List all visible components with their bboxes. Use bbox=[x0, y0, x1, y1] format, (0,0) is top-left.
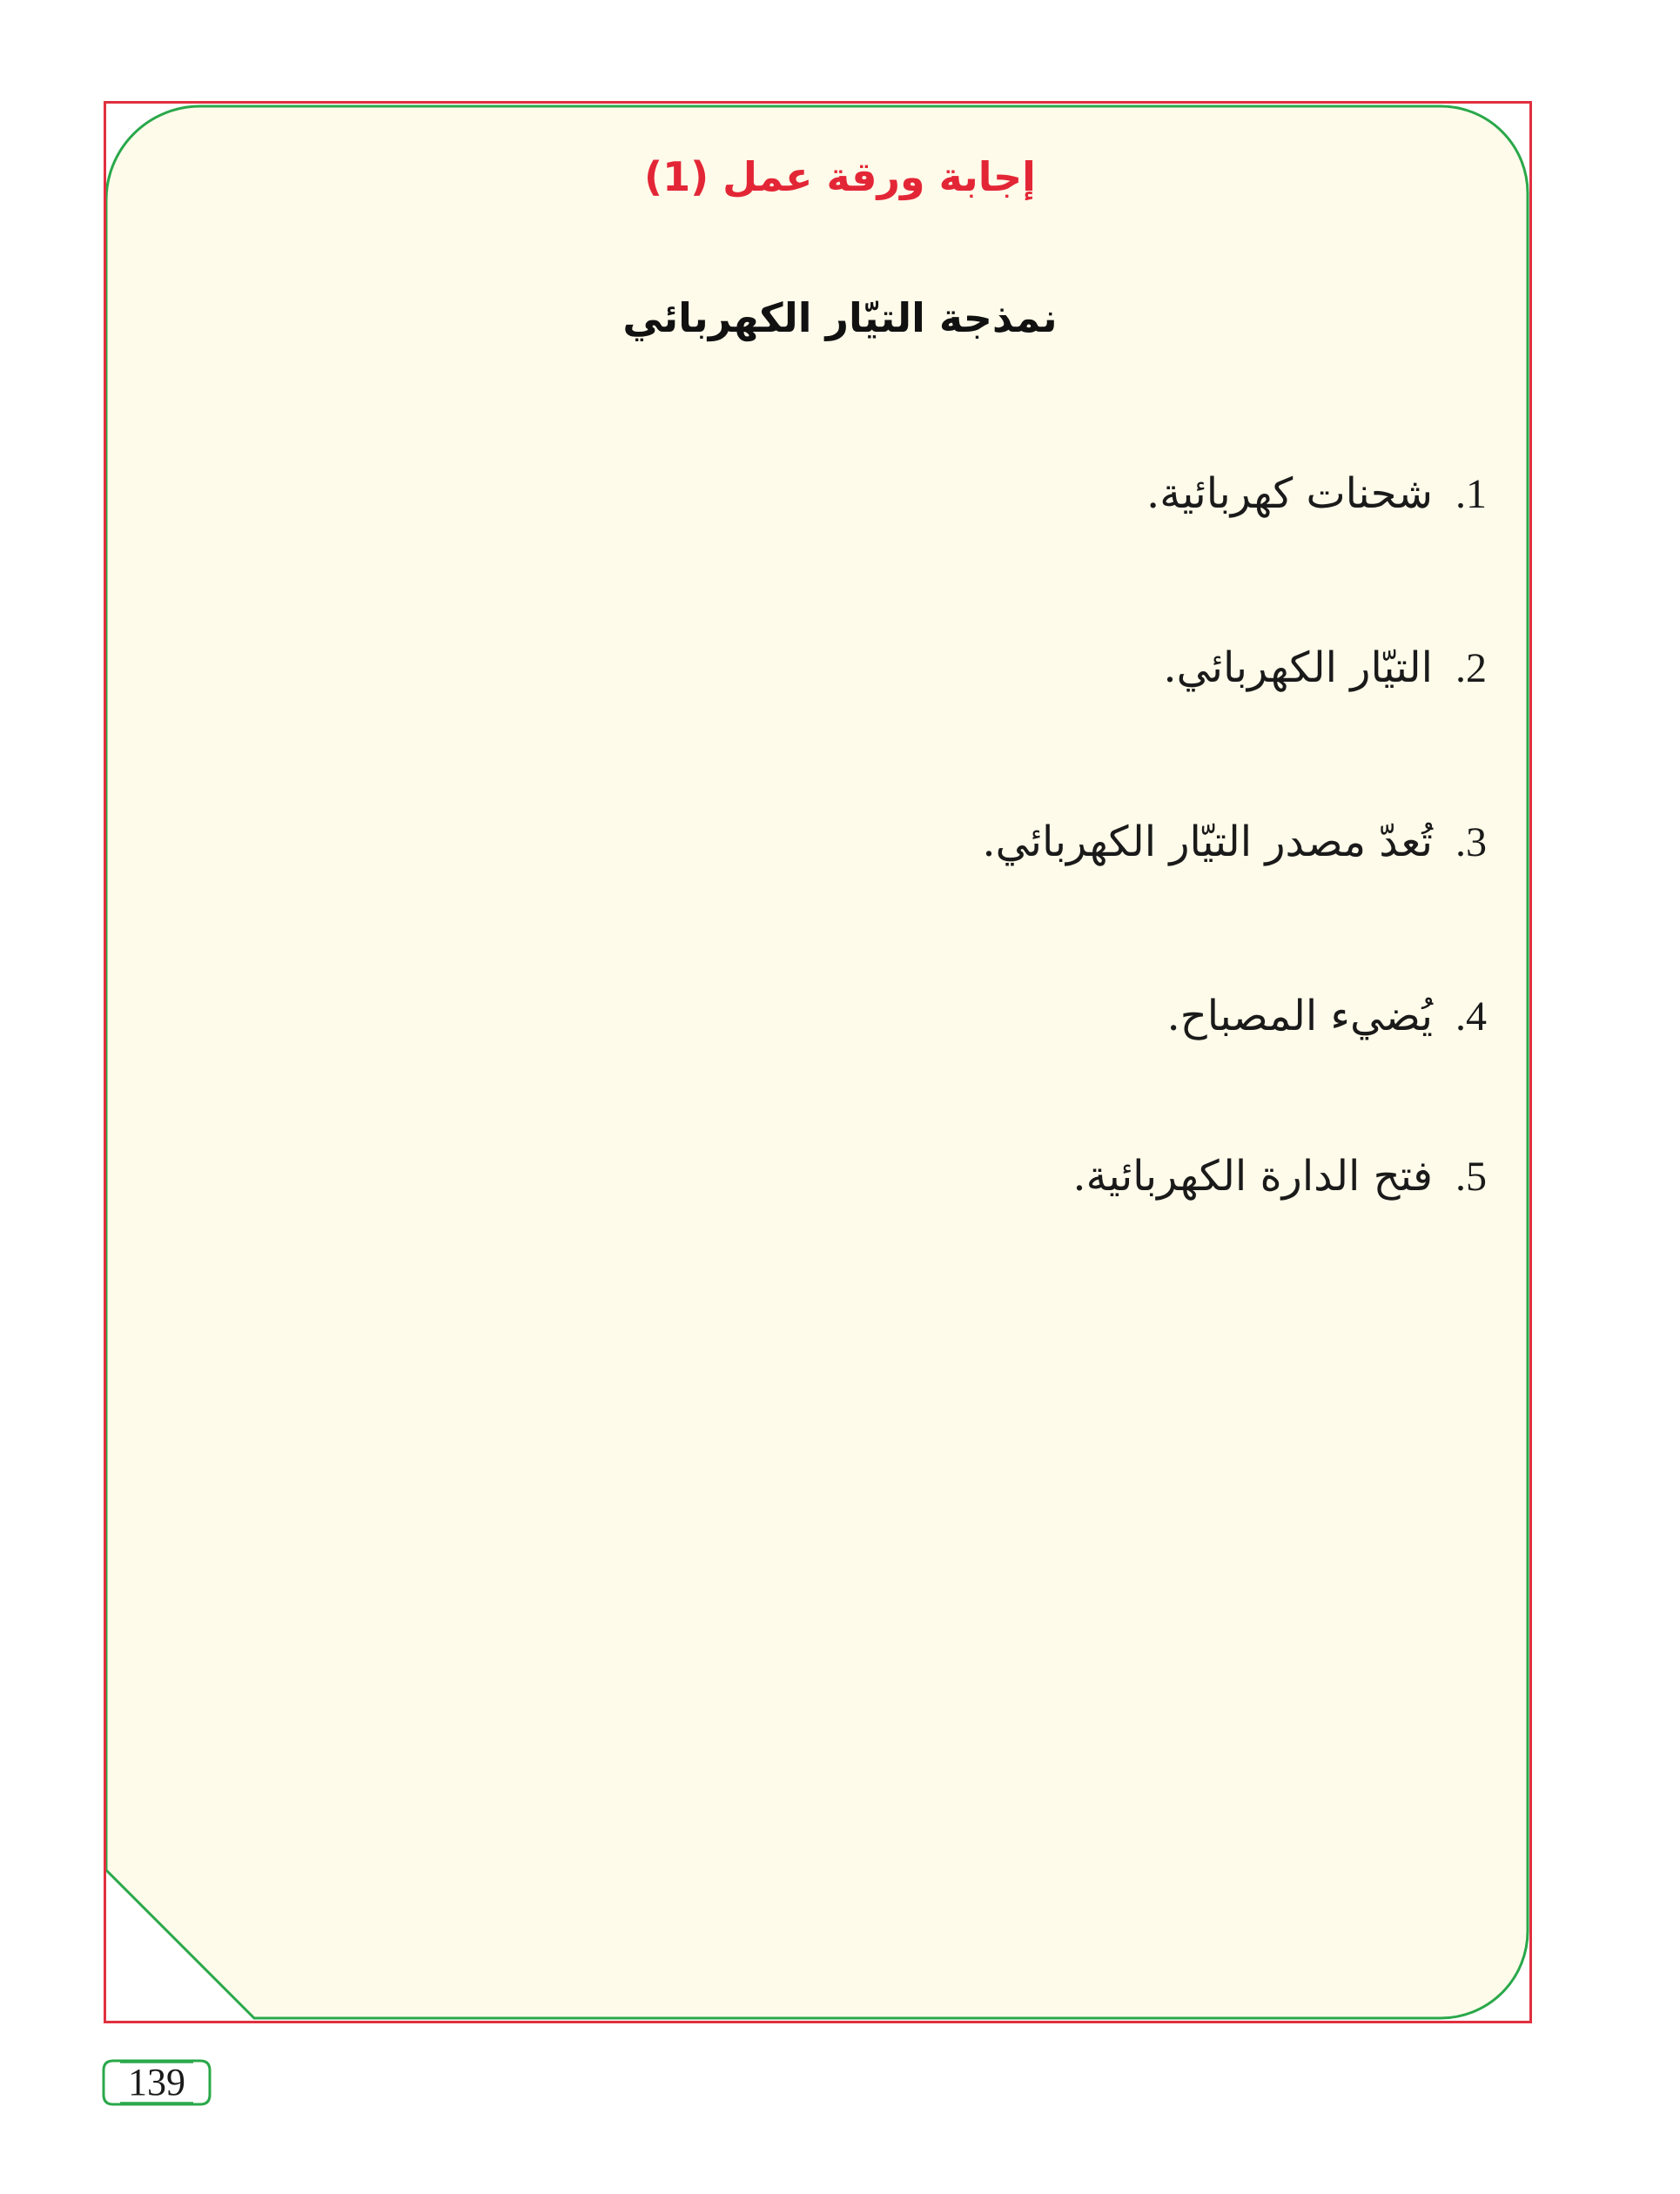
answer-number: 3. bbox=[1455, 819, 1487, 865]
worksheet-title: إجابة ورقة عمل (1) bbox=[644, 153, 1036, 200]
answer-item bbox=[982, 818, 1487, 866]
section-title: نمذجة التيّار الكهربائي bbox=[622, 294, 1058, 341]
answer-number: 5. bbox=[1455, 1154, 1487, 1200]
answer-text: تُعدّ مصدر التيّار الكهربائي. bbox=[982, 818, 1433, 866]
answer-text: التيّار الكهربائي. bbox=[1163, 643, 1433, 692]
answer-text: شحنات كهربائية. bbox=[1146, 469, 1433, 518]
answer-item bbox=[1166, 992, 1487, 1040]
page-number: 139 bbox=[128, 2061, 185, 2103]
page-frame bbox=[104, 101, 1532, 2023]
answer-number: 1. bbox=[1455, 471, 1487, 517]
answer-item bbox=[1146, 469, 1487, 518]
answer-number: 4. bbox=[1455, 993, 1487, 1040]
answer-number: 2. bbox=[1455, 645, 1487, 691]
answer-item bbox=[1163, 643, 1487, 692]
answer-text: فتح الدارة الكهربائية. bbox=[1072, 1152, 1433, 1201]
answer-item bbox=[1072, 1152, 1487, 1201]
answer-text: يُضيء المصباح. bbox=[1166, 992, 1433, 1040]
